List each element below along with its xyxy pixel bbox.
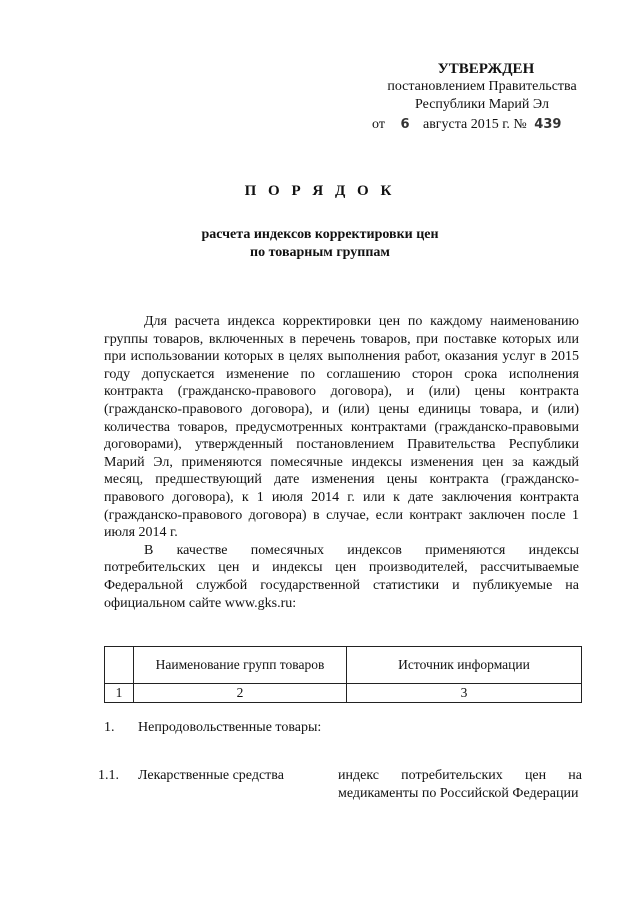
document-title: П О Р Я Д О К	[244, 183, 396, 199]
numbering-cell-2: 2	[134, 684, 347, 703]
approval-date	[372, 116, 592, 134]
approval-title: УТВЕРЖДЕН	[437, 61, 535, 77]
table-numbering-row	[105, 684, 582, 703]
decree-number: 439	[534, 117, 562, 132]
item-list	[98, 719, 582, 827]
numbering-cell-3: 3	[347, 684, 582, 703]
approval-line-1: постановлением Правительства	[387, 79, 577, 94]
date-day: 6	[400, 117, 410, 132]
item-number: 1.1.	[98, 768, 119, 783]
date-prefix: от	[372, 117, 385, 132]
list-item	[104, 719, 582, 767]
header-cell-number	[105, 647, 134, 684]
table-header-row	[105, 647, 582, 684]
list-item	[98, 767, 582, 827]
document-subtitle	[0, 226, 640, 262]
item-name: Непродовольственные товары:	[138, 720, 322, 735]
item-number: 1.	[104, 720, 115, 735]
numbering-cell-1: 1	[105, 684, 134, 703]
item-source: индекс потребительских цен на медикаменты по Российской Федерации	[338, 768, 582, 801]
body-text	[104, 313, 579, 612]
item-name: Лекарственные средства	[138, 768, 284, 783]
header-cell-source: Источник информации	[347, 647, 582, 684]
approval-stamp	[372, 60, 592, 134]
header-cell-group: Наименование групп товаров	[134, 647, 347, 684]
date-rest: августа 2015 г. №	[422, 117, 527, 132]
paragraph-2: В качестве помесячных индексов применяются индексы потребительских цен и индексы цен производителей, рассчитываемые Федеральной службой государственной статистики и публикуемые на официальном сайте www.gks.ru:	[104, 542, 579, 611]
approval-line-2: Республики Марий Эл	[415, 97, 549, 112]
paragraph-1: Для расчета индекса корректировки цен по каждому наименованию группы товаров, включенных в перечень товаров, при поставке которых или при использовании которых в целях выполнения работ, оказания услуг в 2015 году допускается изменение по соглашению сторон срока исполнения контракта (гражданско-правового договора), и (или) цены контракта (гражданско-правового договора), и (или) цены единицы товара, и (или) количества товаров, предусмотренных контрактами (гражданско-правовыми договорами), утвержденный постановлением Правительства Республики Марий Эл, применяются помесячные индексы изменения цен за каждый месяц, предшествующий дате изменения цены контракта (гражданско-правового договора), к 1 июля 2014 г. или к дате заключения контракта (гражданско-правового договора) в случае, если контракт заключен после 1 июля 2014 г.	[104, 314, 579, 541]
subtitle-line-1: расчета индексов корректировки цен	[201, 227, 439, 242]
source-table	[104, 646, 582, 703]
subtitle-line-2: по товарным группам	[250, 245, 390, 260]
